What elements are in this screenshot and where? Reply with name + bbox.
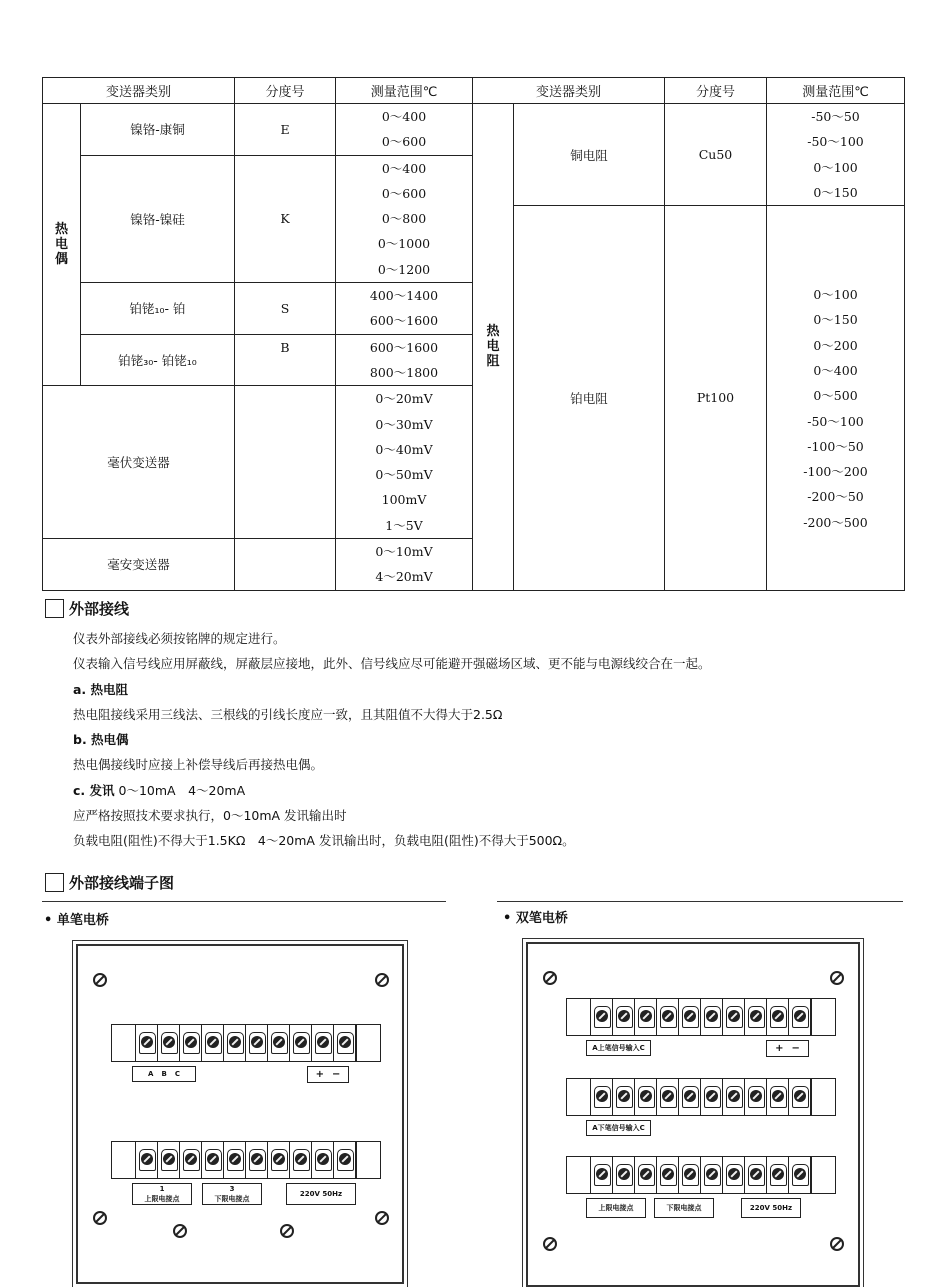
strip-end	[567, 999, 591, 1035]
terminal-screw-icon	[613, 1079, 635, 1115]
range-value: -50～100	[807, 134, 864, 150]
text-line: 仪表外部接线必须按铭牌的规定进行。	[73, 631, 286, 646]
range-value: 0～30mV	[375, 416, 433, 432]
range-value: -100～50	[807, 438, 864, 454]
range-value: 0～400	[381, 109, 427, 124]
terminal-screw-icon	[180, 1025, 202, 1061]
range-value: 0～1000	[377, 236, 431, 252]
screw-icon	[93, 973, 107, 987]
screw-icon	[173, 1224, 187, 1238]
terminal-screw-icon	[591, 999, 613, 1035]
strip-end	[567, 1157, 591, 1193]
terminal-screw-icon	[657, 999, 679, 1035]
range-value: 4～20mV	[375, 569, 433, 585]
range-value: 0～50mV	[375, 467, 433, 483]
sensor-type: 毫安变送器	[43, 539, 235, 591]
range-value: 0～800	[381, 211, 427, 227]
strip-end	[811, 999, 835, 1035]
terminal-screw-icon	[745, 1157, 767, 1193]
terminal-screw-icon	[312, 1142, 334, 1178]
range-value: -200～500	[803, 514, 868, 530]
subheading-thermocouple: b. 热电偶	[73, 732, 129, 748]
terminal-strip	[566, 1078, 836, 1116]
range-value: 0～20mV	[375, 391, 433, 407]
terminal-screw-icon	[268, 1142, 290, 1178]
range-value: 0～400	[381, 160, 427, 176]
terminal-screw-icon	[202, 1142, 224, 1178]
terminal-screw-icon	[767, 999, 789, 1035]
text-line: 热电阻接线采用三线法、三根线的引线长度应一致，且其阻值不大得大于2.5Ω	[73, 706, 503, 722]
screw-icon	[543, 1237, 557, 1251]
terminal-screw-icon	[158, 1025, 180, 1061]
range-value: 0～100	[813, 159, 858, 175]
terminal-screw-icon	[679, 1157, 701, 1193]
header-type: 变送器类别	[43, 78, 235, 104]
range-value: -50～100	[807, 413, 864, 429]
range-value: 0～100	[813, 287, 858, 303]
terminal-screw-icon	[591, 1157, 613, 1193]
graduation-code: Cu50	[665, 104, 767, 206]
terminal-screw-icon	[701, 1157, 723, 1193]
header-code: 分度号	[235, 78, 336, 104]
terminal-screw-icon	[723, 999, 745, 1035]
transmitter-spec-table	[42, 77, 905, 591]
screw-icon	[280, 1224, 294, 1238]
range-value: 0～10mV	[375, 544, 433, 560]
checkbox-icon	[45, 599, 64, 618]
range-cell	[767, 104, 905, 206]
range-value: 400～1400	[369, 288, 439, 304]
terminal-screw-icon	[635, 1079, 657, 1115]
terminal-screw-icon	[767, 1157, 789, 1193]
double-pen-panel	[526, 942, 860, 1287]
graduation-code	[235, 386, 336, 539]
abc-label: A B C	[132, 1066, 196, 1082]
sensor-type: 毫伏变送器	[43, 386, 235, 539]
terminal-screw-icon	[635, 999, 657, 1035]
range-cell	[336, 539, 473, 591]
polarity-label: + −	[766, 1040, 809, 1057]
section-external-wiring	[45, 598, 129, 619]
wiring-text	[73, 626, 711, 854]
range-value: 0～500	[813, 388, 858, 404]
screw-icon	[830, 1237, 844, 1251]
terminal-screw-icon	[723, 1157, 745, 1193]
terminal-screw-icon	[657, 1079, 679, 1115]
graduation-code: B	[235, 334, 336, 386]
terminal-screw-icon	[158, 1142, 180, 1178]
single-pen-panel	[76, 944, 404, 1284]
header-code-right: 分度号	[665, 78, 767, 104]
terminal-screw-icon	[334, 1025, 356, 1061]
terminal-screw-icon	[745, 999, 767, 1035]
sensor-type: 铂铑₃₀- 铂铑₁₀	[81, 334, 235, 386]
upper-contact-label: 1 上限电接点	[132, 1183, 192, 1205]
screw-icon	[375, 973, 389, 987]
range-value: 800～1800	[369, 364, 439, 380]
range-value: -50～50	[811, 109, 860, 124]
power-label: 220V 50Hz	[741, 1198, 801, 1218]
range-value: 0～600	[381, 134, 427, 150]
range-value: 0～40mV	[375, 441, 433, 457]
screw-icon	[375, 1211, 389, 1225]
table-row	[43, 104, 905, 130]
lower-pen-label: A下笔信号输入C	[586, 1120, 651, 1136]
section-title: 外部接线	[69, 600, 130, 618]
upper-contact-label: 上限电接点	[586, 1198, 646, 1218]
terminal-screw-icon	[613, 999, 635, 1035]
sensor-type: 铜电阻	[514, 104, 665, 206]
terminal-screw-icon	[136, 1142, 158, 1178]
range-cell	[336, 386, 473, 539]
subheading-rtd: a. 热电阻	[73, 681, 129, 697]
strip-end	[811, 1157, 835, 1193]
terminal-screw-icon	[701, 999, 723, 1035]
terminal-screw-icon	[224, 1142, 246, 1178]
range-value: 0～150	[813, 184, 858, 200]
terminal-screw-icon	[290, 1142, 312, 1178]
text-line: 0～10mA 4～20mA	[114, 782, 246, 798]
terminal-screw-icon	[723, 1079, 745, 1115]
terminal-screw-icon	[246, 1142, 268, 1178]
section-terminal-diagram	[45, 872, 174, 893]
upper-pen-label: A上笔信号输入C	[586, 1040, 651, 1056]
strip-end	[112, 1142, 136, 1178]
subheading-output: c. 发讯	[73, 782, 115, 798]
graduation-code: Pt100	[665, 206, 767, 590]
range-cell	[336, 155, 473, 282]
strip-end	[356, 1025, 380, 1061]
polarity-label: + −	[307, 1066, 349, 1083]
strip-end	[112, 1025, 136, 1061]
strip-end	[356, 1142, 380, 1178]
terminal-screw-icon	[591, 1079, 613, 1115]
terminal-screw-icon	[657, 1157, 679, 1193]
rtd-label: 热 电 阻	[473, 104, 514, 591]
terminal-screw-icon	[745, 1079, 767, 1115]
screw-icon	[543, 971, 557, 985]
graduation-code: E	[235, 104, 336, 156]
graduation-code: K	[235, 155, 336, 282]
terminal-screw-icon	[268, 1025, 290, 1061]
divider	[42, 901, 446, 902]
sensor-type: 镍铬-康铜	[81, 104, 235, 156]
screw-icon	[830, 971, 844, 985]
range-value: -100～200	[803, 464, 868, 480]
terminal-screw-icon	[202, 1025, 224, 1061]
text-line: 负载电阻(阻性)不得大于1.5KΩ 4～20mA 发讯输出时，负载电阻(阻性)不得大于500Ω。	[73, 833, 575, 849]
header-type-right: 变送器类别	[473, 78, 665, 104]
range-value: 100mV	[381, 492, 427, 508]
range-value: 0～600	[381, 185, 427, 201]
section-title: 外部接线端子图	[69, 874, 175, 892]
range-cell	[767, 206, 905, 590]
range-value: 0～200	[813, 337, 858, 353]
range-value: 1～5V	[385, 517, 423, 533]
sensor-type: 铂铑₁₀- 铂	[81, 283, 235, 335]
terminal-screw-icon	[136, 1025, 158, 1061]
header-range-right: 测量范围℃	[767, 78, 905, 104]
terminal-screw-icon	[789, 1157, 811, 1193]
terminal-screw-icon	[679, 999, 701, 1035]
single-pen-heading: • 单笔电桥	[44, 913, 109, 928]
range-value: 600～1600	[369, 339, 439, 355]
divider	[497, 901, 903, 902]
terminal-strip	[111, 1141, 381, 1179]
range-cell	[336, 104, 473, 156]
header-range: 测量范围℃	[336, 78, 473, 104]
terminal-screw-icon	[312, 1025, 334, 1061]
text-line: 应严格按照技术要求执行，0～10mA 发讯输出时	[73, 808, 347, 824]
range-cell	[336, 283, 473, 335]
terminal-screw-icon	[334, 1142, 356, 1178]
terminal-screw-icon	[635, 1157, 657, 1193]
terminal-screw-icon	[246, 1025, 268, 1061]
terminal-screw-icon	[679, 1079, 701, 1115]
range-value: -200～50	[807, 489, 864, 505]
terminal-screw-icon	[789, 999, 811, 1035]
sensor-type: 镍铬-镍硅	[81, 155, 235, 282]
checkbox-icon	[45, 873, 64, 892]
range-value: 0～1200	[377, 261, 431, 277]
terminal-screw-icon	[767, 1079, 789, 1115]
text-line: 热电偶接线时应接上补偿导线后再接热电偶。	[73, 757, 324, 773]
terminal-screw-icon	[290, 1025, 312, 1061]
graduation-code: S	[235, 283, 336, 335]
range-value: 600～1600	[369, 313, 439, 329]
strip-end	[811, 1079, 835, 1115]
terminal-screw-icon	[789, 1079, 811, 1115]
sensor-type: 铂电阻	[514, 206, 665, 590]
terminal-screw-icon	[613, 1157, 635, 1193]
text-line: 仪表输入信号线应用屏蔽线，屏蔽层应接地，此外、信号线应尽可能避开强磁场区域、更不能与电源线绞合在一起。	[73, 656, 711, 672]
strip-end	[567, 1079, 591, 1115]
terminal-screw-icon	[180, 1142, 202, 1178]
range-cell	[336, 334, 473, 386]
range-value: 0～150	[813, 312, 858, 328]
double-pen-heading: • 双笔电桥	[503, 911, 568, 926]
terminal-screw-icon	[224, 1025, 246, 1061]
terminal-strip	[566, 998, 836, 1036]
terminal-strip	[566, 1156, 836, 1194]
screw-icon	[93, 1211, 107, 1225]
thermocouple-label: 热 电 偶	[43, 104, 81, 386]
terminal-screw-icon	[701, 1079, 723, 1115]
power-label: 220V 50Hz	[286, 1183, 356, 1205]
range-value: 0～400	[813, 362, 858, 378]
lower-contact-label: 下限电接点	[654, 1198, 714, 1218]
lower-contact-label: 3 下限电接点	[202, 1183, 262, 1205]
terminal-strip	[111, 1024, 381, 1062]
graduation-code	[235, 539, 336, 591]
